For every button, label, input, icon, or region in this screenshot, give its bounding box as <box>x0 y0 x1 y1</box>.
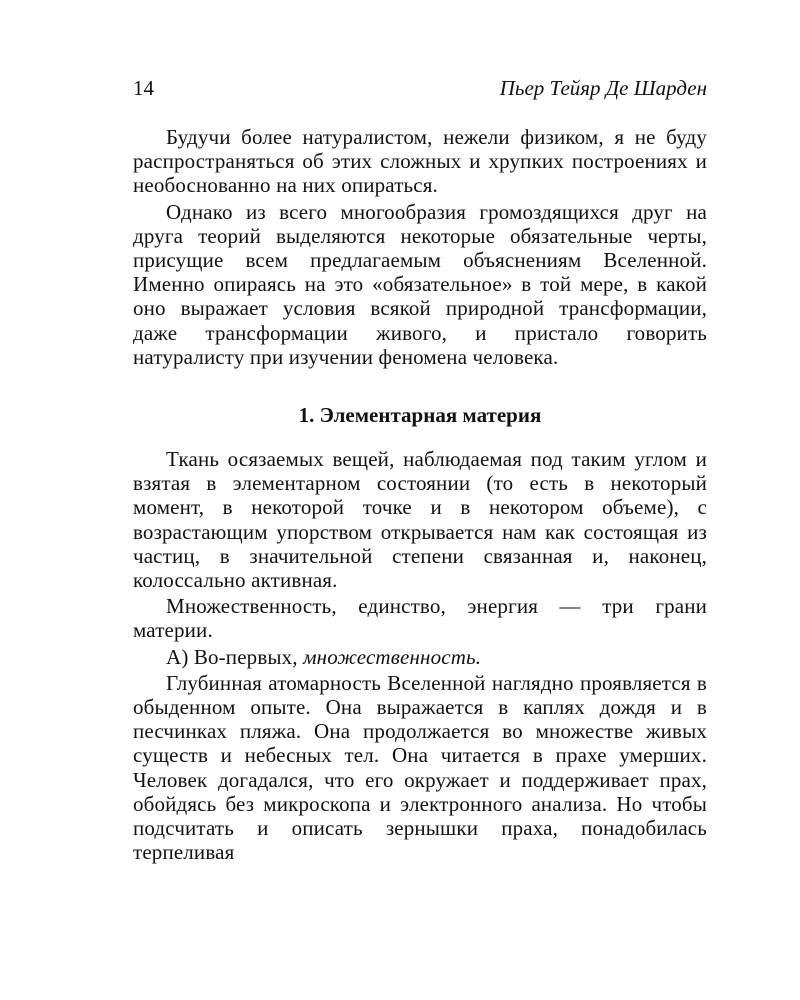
section-paragraph-1: Ткань осязаемых вещей, наблюдаемая под таким углом и взятая в элементарном состоянии (то есть в некоторый момент, в некоторой точке и в некотором объеме), с возрастающим упорством открывается нам как состоящая из частиц, в значительной степени связанная и, наконец, колоссально активная. <box>133 447 707 593</box>
book-page <box>133 76 707 864</box>
page-number: 14 <box>133 76 154 100</box>
intro-paragraph-1: Будучи более натуралистом, нежели физиком, я не буду распространяться об этих сложных и хрупких построениях и необоснованно на них опираться. <box>133 125 707 198</box>
body-text <box>133 125 707 864</box>
subsection-heading <box>133 645 707 669</box>
running-head <box>133 76 707 104</box>
intro-paragraph-2: Однако из всего многообразия громоздящихся друг на друга теорий выделяются некоторые обязательные черты, присущие всем предлагаемым объяснениям Вселенной. Именно опираясь на это «обязательное» в той мере, в какой оно выражает условия всякой природной трансформации, даже трансформации живого, и пристало говорить натуралисту при изучении феномена человека. <box>133 199 707 369</box>
section-paragraph-2: Множественность, единство, энергия — три грани материи. <box>133 594 707 643</box>
running-title: Пьер Тейяр Де Шарден <box>499 76 707 100</box>
subsection-term: множественность. <box>303 644 482 669</box>
section-heading: 1. Элементарная материя <box>298 403 542 428</box>
section-paragraph-3: Глубинная атомарность Вселенной наглядно проявляется в обыденном опыте. Она выражается в каплях дождя и в песчинках пляжа. Она продолжается во множестве живых существ и небесных тел. Она читается в прахе умерших. Человек догадался, что его окружает и поддерживает прах, обойдясь без микроскопа и электронного анализа. Но чтобы подсчитать и описать зернышки праха, понадобилась терпеливая <box>133 670 707 865</box>
subsection-lead: А) Во-первых, <box>166 644 304 669</box>
